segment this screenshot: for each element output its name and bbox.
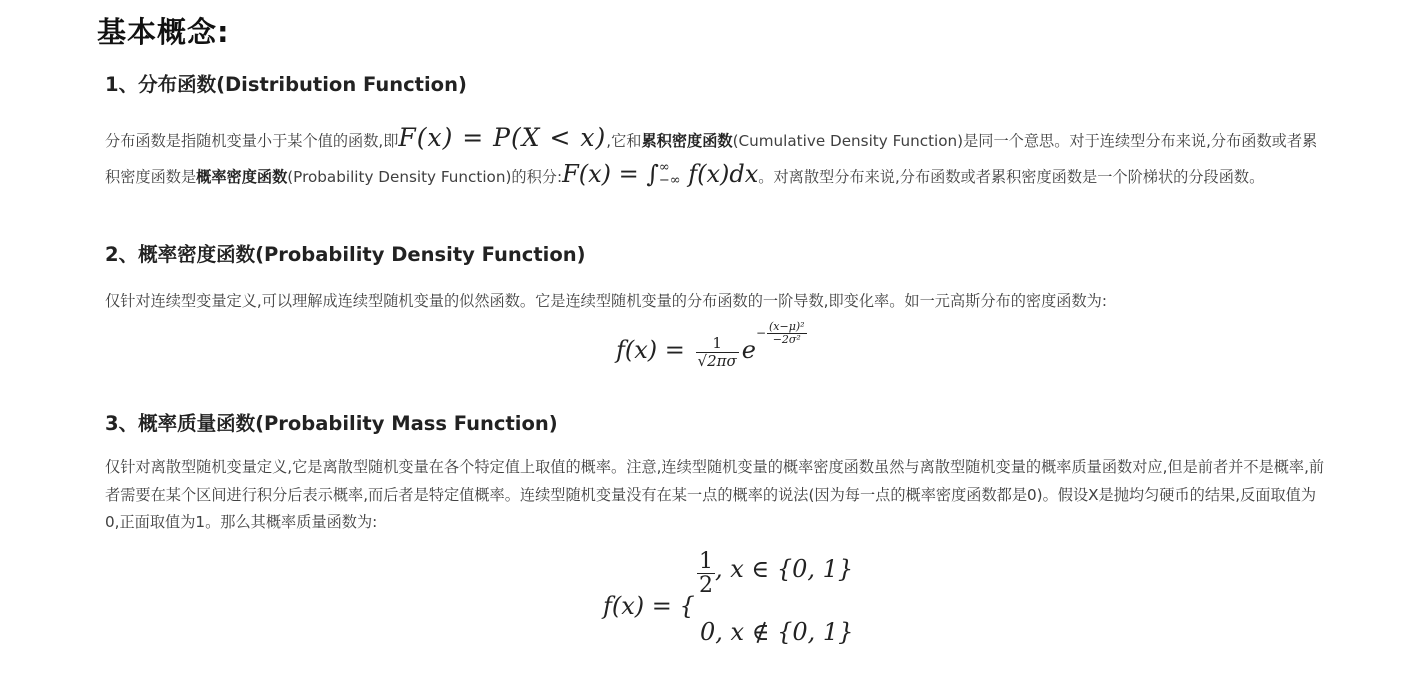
fraction-denominator: √2πσ <box>697 351 737 370</box>
integral-rhs: f(x)dx <box>688 160 759 188</box>
case-one-fraction <box>697 550 715 598</box>
exponent <box>756 321 808 346</box>
text-segment: (Cumulative Density Function)是同一个意思。对于连续型分布来说,分布函数或者累积密度函数是 <box>105 132 1318 186</box>
section-heading-distribution-function: 1、分布函数(Distribution Function) <box>105 73 467 96</box>
fraction-numerator: 1 <box>696 336 739 353</box>
pmf-case-two: 0, x ∉ {0, 1} <box>700 618 854 646</box>
integral-lhs: F(x) = ∫ <box>562 160 659 188</box>
exponent-fraction <box>767 321 807 346</box>
text-segment: ,它和 <box>606 132 642 150</box>
integral-lower-limit: −∞ <box>658 172 681 188</box>
section-heading-probability-density-function: 2、概率密度函数(Probability Density Function) <box>105 243 586 266</box>
formula-lhs: f(x) = <box>616 336 685 365</box>
section-heading-probability-mass-function: 3、概率质量函数(Probability Mass Function) <box>105 412 558 435</box>
fraction-denominator: 2 <box>699 573 713 599</box>
gaussian-density-formula <box>616 320 808 370</box>
pmf-case-one <box>697 550 853 598</box>
integral-limits <box>659 161 681 187</box>
bold-term-cumulative-density: 累积密度函数 <box>641 132 733 150</box>
section-paragraph-distribution-function <box>105 121 1330 194</box>
bold-term-probability-density: 概率密度函数 <box>196 168 288 186</box>
text-segment: 分布函数是指随机变量小于某个值的函数,即 <box>105 132 399 150</box>
integral-formula <box>562 160 758 188</box>
integral-upper-limit: ∞ <box>658 159 670 175</box>
exponential-base: e <box>741 336 756 365</box>
case-one-condition: , x ∈ {0, 1} <box>715 554 854 583</box>
text-segment: (Probability Density Function)的积分: <box>287 168 563 186</box>
pmf-formula <box>603 550 863 655</box>
cdf-formula: F(x) = P(X < x) <box>398 123 607 152</box>
page-title: 基本概念: <box>97 15 230 49</box>
fraction-numerator: 1 <box>699 549 713 574</box>
coefficient-fraction <box>696 336 739 369</box>
section-paragraph-probability-density-function: 仅针对连续型变量定义,可以理解成连续型随机变量的似然函数。它是连续型随机变量的分布函数的一阶导数,即变化率。如一元高斯分布的密度函数为: <box>105 292 1107 310</box>
text-segment: 。对离散型分布来说,分布函数或者累积密度函数是一个阶梯状的分段函数。 <box>758 168 1265 186</box>
formula-lhs: f(x) = { <box>603 592 695 620</box>
exponent-denominator: −2σ² <box>772 332 801 346</box>
section-paragraph-probability-mass-function: 仅针对离散型随机变量定义,它是离散型随机变量在各个特定值上取值的概率。注意,连续型随机变量的概率密度函数虽然与离散型随机变量的概率质量函数对应,但是前者并不是概率,前者需要在某个区间进行积分后表示概率,而后者是特定值概率。连续型随机变量没有在某一点的概率的说法(因为每一点的概率密度函数都是0)。假设X是抛均匀硬币的结果,反面取值为0,正面取值为1。那么其概率质量函数为: <box>105 458 1325 531</box>
exponent-numerator: (x−μ)² <box>769 320 805 333</box>
exponent-sign: − <box>755 325 766 340</box>
